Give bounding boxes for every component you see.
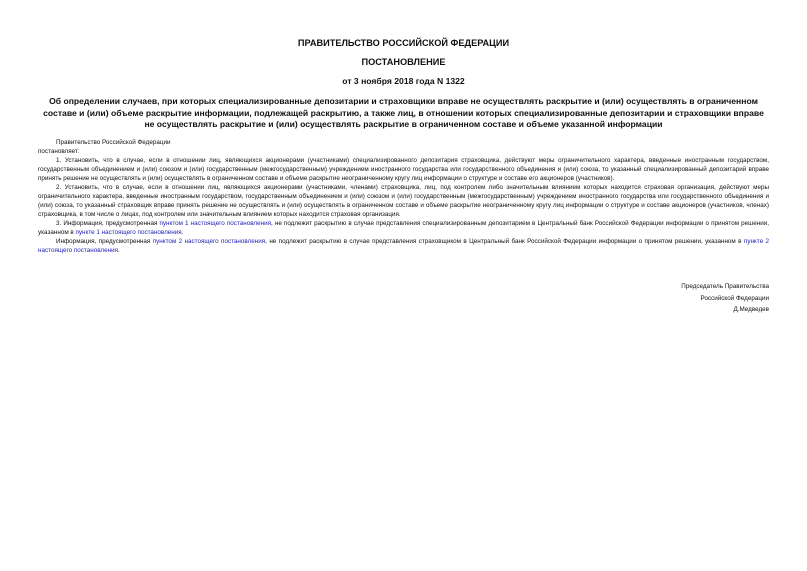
date-number-heading: от 3 ноября 2018 года N 1322 <box>342 76 465 86</box>
link-clause-1-second[interactable]: пункте 1 настоящего постановления <box>75 229 182 236</box>
signature-country: Российской Федерации <box>700 294 769 302</box>
paragraph-3-text-c: . <box>181 229 184 236</box>
paragraph-3-text-b: , не подлежит раскрытию в случае представления специализированным депозитарием в Центральный банк Российской Федерации информации о принятом решении, указанном в <box>38 220 769 236</box>
paragraph-4-text-c: . <box>118 247 120 254</box>
paragraph-2: 2. Установить, что в случае, если в отношении лиц, являющихся акционерами (участниками, членами) страховщика, лиц, под контролем либо значительным влиянием которых находится страховая организация, действуют меры ограничительного характера, введенные иностранным государством, государственным объединением и (или) союзом и (или) государственным (межгосударственным) учреждением иностранного государства или государственного объединения и (или) союза, то указанный страховщик вправе принять решение не осуществлять и (или) осуществлять в ограниченном составе и объеме раскрытие неограниченному кругу лиц информации о структуре и составе акционеров (участников, членах) страховщика, в том числе о лицах, под контролем или значительным влиянием которых находится страховая организация. <box>38 184 769 218</box>
paragraph-4-text-a: Информация, предусмотренная <box>56 238 153 245</box>
paragraph-3 <box>38 219 769 237</box>
paragraph-1: 1. Установить, что в случае, если в отношении лиц, являющихся акционерами (участниками) специализированного депозитария страховщика, действуют меры ограничительного характера, введенные иностранным государством, государственным объединением и (или) союзом и (или) государственным (межгосударственным) учреждением иностранного государства или государственного объединения и (или) союза, то указанный специализированный депозитарий вправе принять решение не осуществлять и (или) осуществлять в ограниченном составе и объеме раскрытие неограниченному кругу лиц информации о структуре и составе его акционеров (участников). <box>38 157 769 182</box>
paragraph-4 <box>38 237 769 255</box>
document-title: Об определении случаев, при которых специализированные депозитарии и страховщики вправе не осуществлять раскрытие и (или) осуществлять в ограниченном составе и (или) объеме раскрытие информации, подлежащей раскрытию, а также лиц, в отношении которых специализированные депозитарии и страховщики вправе не осуществлять раскрытие и (или) осуществлять раскрытие в ограниченном составе и объеме указанной информации <box>43 96 764 129</box>
intro-line: Правительство Российской Федерации <box>56 139 171 146</box>
signature-name: Д.Медведев <box>733 306 769 313</box>
signature-title: Председатель Правительства <box>681 283 769 290</box>
paragraph-3-text-a: 3. Информация, предусмотренная <box>56 220 160 227</box>
signature-block <box>681 281 769 316</box>
government-heading: ПРАВИТЕЛЬСТВО РОССИЙСКОЙ ФЕДЕРАЦИИ <box>297 38 510 48</box>
link-clause-2[interactable]: пунктом 2 настоящего постановления <box>152 238 266 245</box>
link-clause-2-second[interactable]: пункте 2 настоящего постановления <box>38 238 769 254</box>
resolves-line: постановляет: <box>38 148 80 155</box>
link-clause-1[interactable]: пунктом 1 настоящего постановления <box>159 220 271 227</box>
document-body <box>38 138 769 255</box>
document-type-heading: ПОСТАНОВЛЕНИЕ <box>361 57 446 67</box>
paragraph-4-text-b: , не подлежит раскрытию в случае представления страховщиком в Центральный банк Российской Федерации информации о принятом решении, указанном в <box>265 238 744 245</box>
